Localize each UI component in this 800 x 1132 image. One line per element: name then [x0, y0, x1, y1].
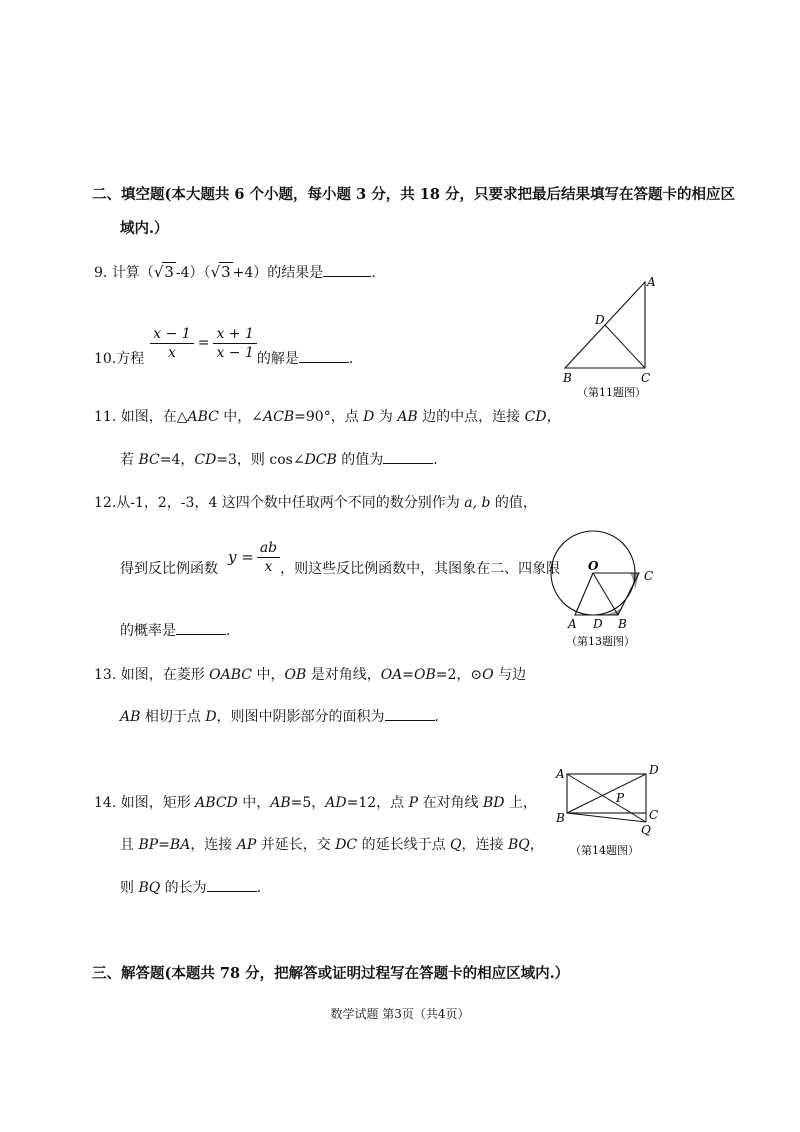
label-a: A — [568, 617, 577, 631]
figure-14 — [550, 762, 680, 862]
question-14-line1: 14. 如图，矩形 ABCD 中，AB=5，AD=12，点 P 在对角线 BD 上， — [94, 795, 537, 811]
section2-title-line1: 二、填空题(本大题共 6 个小题，每小题 3 分，共 18 分，只要求把最后结果填写在答题卡的相应区 — [92, 186, 736, 203]
label-c: C — [644, 569, 654, 583]
label-a: A — [647, 275, 656, 289]
section2-title-line2: 域内.） — [120, 220, 169, 237]
label-b: B — [556, 811, 565, 825]
answer-blank-9 — [323, 262, 371, 277]
label-c: C — [649, 808, 659, 822]
answer-blank-14 — [207, 877, 257, 892]
q9-pre: 计算（ — [111, 265, 154, 281]
label-d: D — [595, 313, 605, 327]
label-o: O — [588, 559, 599, 573]
label-b: B — [563, 371, 572, 385]
label-q: Q — [641, 823, 651, 837]
q12-fraction: $\frac{ab}{x}$ — [257, 539, 280, 576]
diagonal-ob — [593, 573, 618, 615]
page-footer: 数学试题 第3页（共4页） — [330, 1007, 470, 1021]
label-b: B — [618, 617, 627, 631]
caption-13: （第13题图） — [566, 635, 635, 648]
label-a: A — [556, 767, 565, 781]
segment-cd — [605, 325, 645, 368]
question-14-line2: 且 BP=BA，连接 AP 并延长，交 DC 的延长线于点 Q，连接 BQ， — [120, 837, 544, 853]
answer-blank-13 — [385, 706, 435, 721]
q10-rhs-fraction: $\frac{x + 1}{x - 1}$ — [213, 325, 256, 362]
question-11-line2: 若 BC=4，CD=3，则 cos∠DCB 的值为 . — [120, 449, 438, 469]
figure-11 — [555, 272, 665, 402]
q9-mid1: -4）（ — [175, 265, 211, 281]
sqrt-3-a: √ 3 — [153, 263, 174, 281]
question-13-line2: AB 相切于点 D，则图中阴影部分的面积为 . — [120, 706, 439, 726]
question-12-line1: 12.从-1，2，-3，4 这四个数中任取两个不同的数分别作为 a, b 的值， — [94, 495, 537, 511]
answer-blank-12 — [176, 620, 226, 635]
q9-mid2: +4）的结果是 — [232, 265, 324, 281]
q10-lhs-fraction: $\frac{x - 1}{x}$ — [150, 325, 193, 362]
section3-title: 三、解答题(本题共 78 分，把解答或证明过程写在答题卡的相应区域内.） — [92, 965, 570, 982]
answer-blank-10 — [299, 348, 349, 363]
answer-blank-11 — [383, 449, 433, 464]
label-d: D — [593, 617, 603, 631]
question-12-line3: 的概率是 . — [120, 620, 230, 640]
label-d: D — [649, 763, 659, 777]
caption-14: （第14题图） — [570, 844, 639, 857]
question-10: 10.方程 $\frac{x - 1}{x}$ = $\frac{x + 1}{x - 1}$ 的解是 . — [94, 325, 354, 367]
diagonal-bd — [567, 774, 646, 813]
question-13-line1: 13. 如图，在菱形 OABC 中，OB 是对角线，OA=OB=2，⊙O 与边 — [94, 667, 527, 683]
question-11-line1: 11. 如图，在△ABC 中，∠ACB=90°，点 D 为 AB 边的中点，连接 CD， — [94, 409, 561, 425]
question-12-line2: 得到反比例函数 y = $\frac{ab}{x}$ ，则这些反比例函数中，其图象在二、四象限 — [120, 539, 561, 577]
sqrt-3-b: √ 3 — [210, 263, 231, 281]
caption-11: （第11题图） — [577, 386, 646, 399]
figure-13 — [548, 530, 668, 655]
q9-number: 9. — [94, 265, 108, 281]
label-c: C — [641, 371, 651, 385]
label-p: P — [616, 791, 625, 805]
q10-number: 10.方程 — [94, 351, 145, 367]
question-9: 9. 计算（ √ 3 -4）（ √ 3 +4）的结果是 . — [94, 263, 376, 281]
question-14-line3: 则 BQ 的长为 . — [120, 877, 261, 897]
